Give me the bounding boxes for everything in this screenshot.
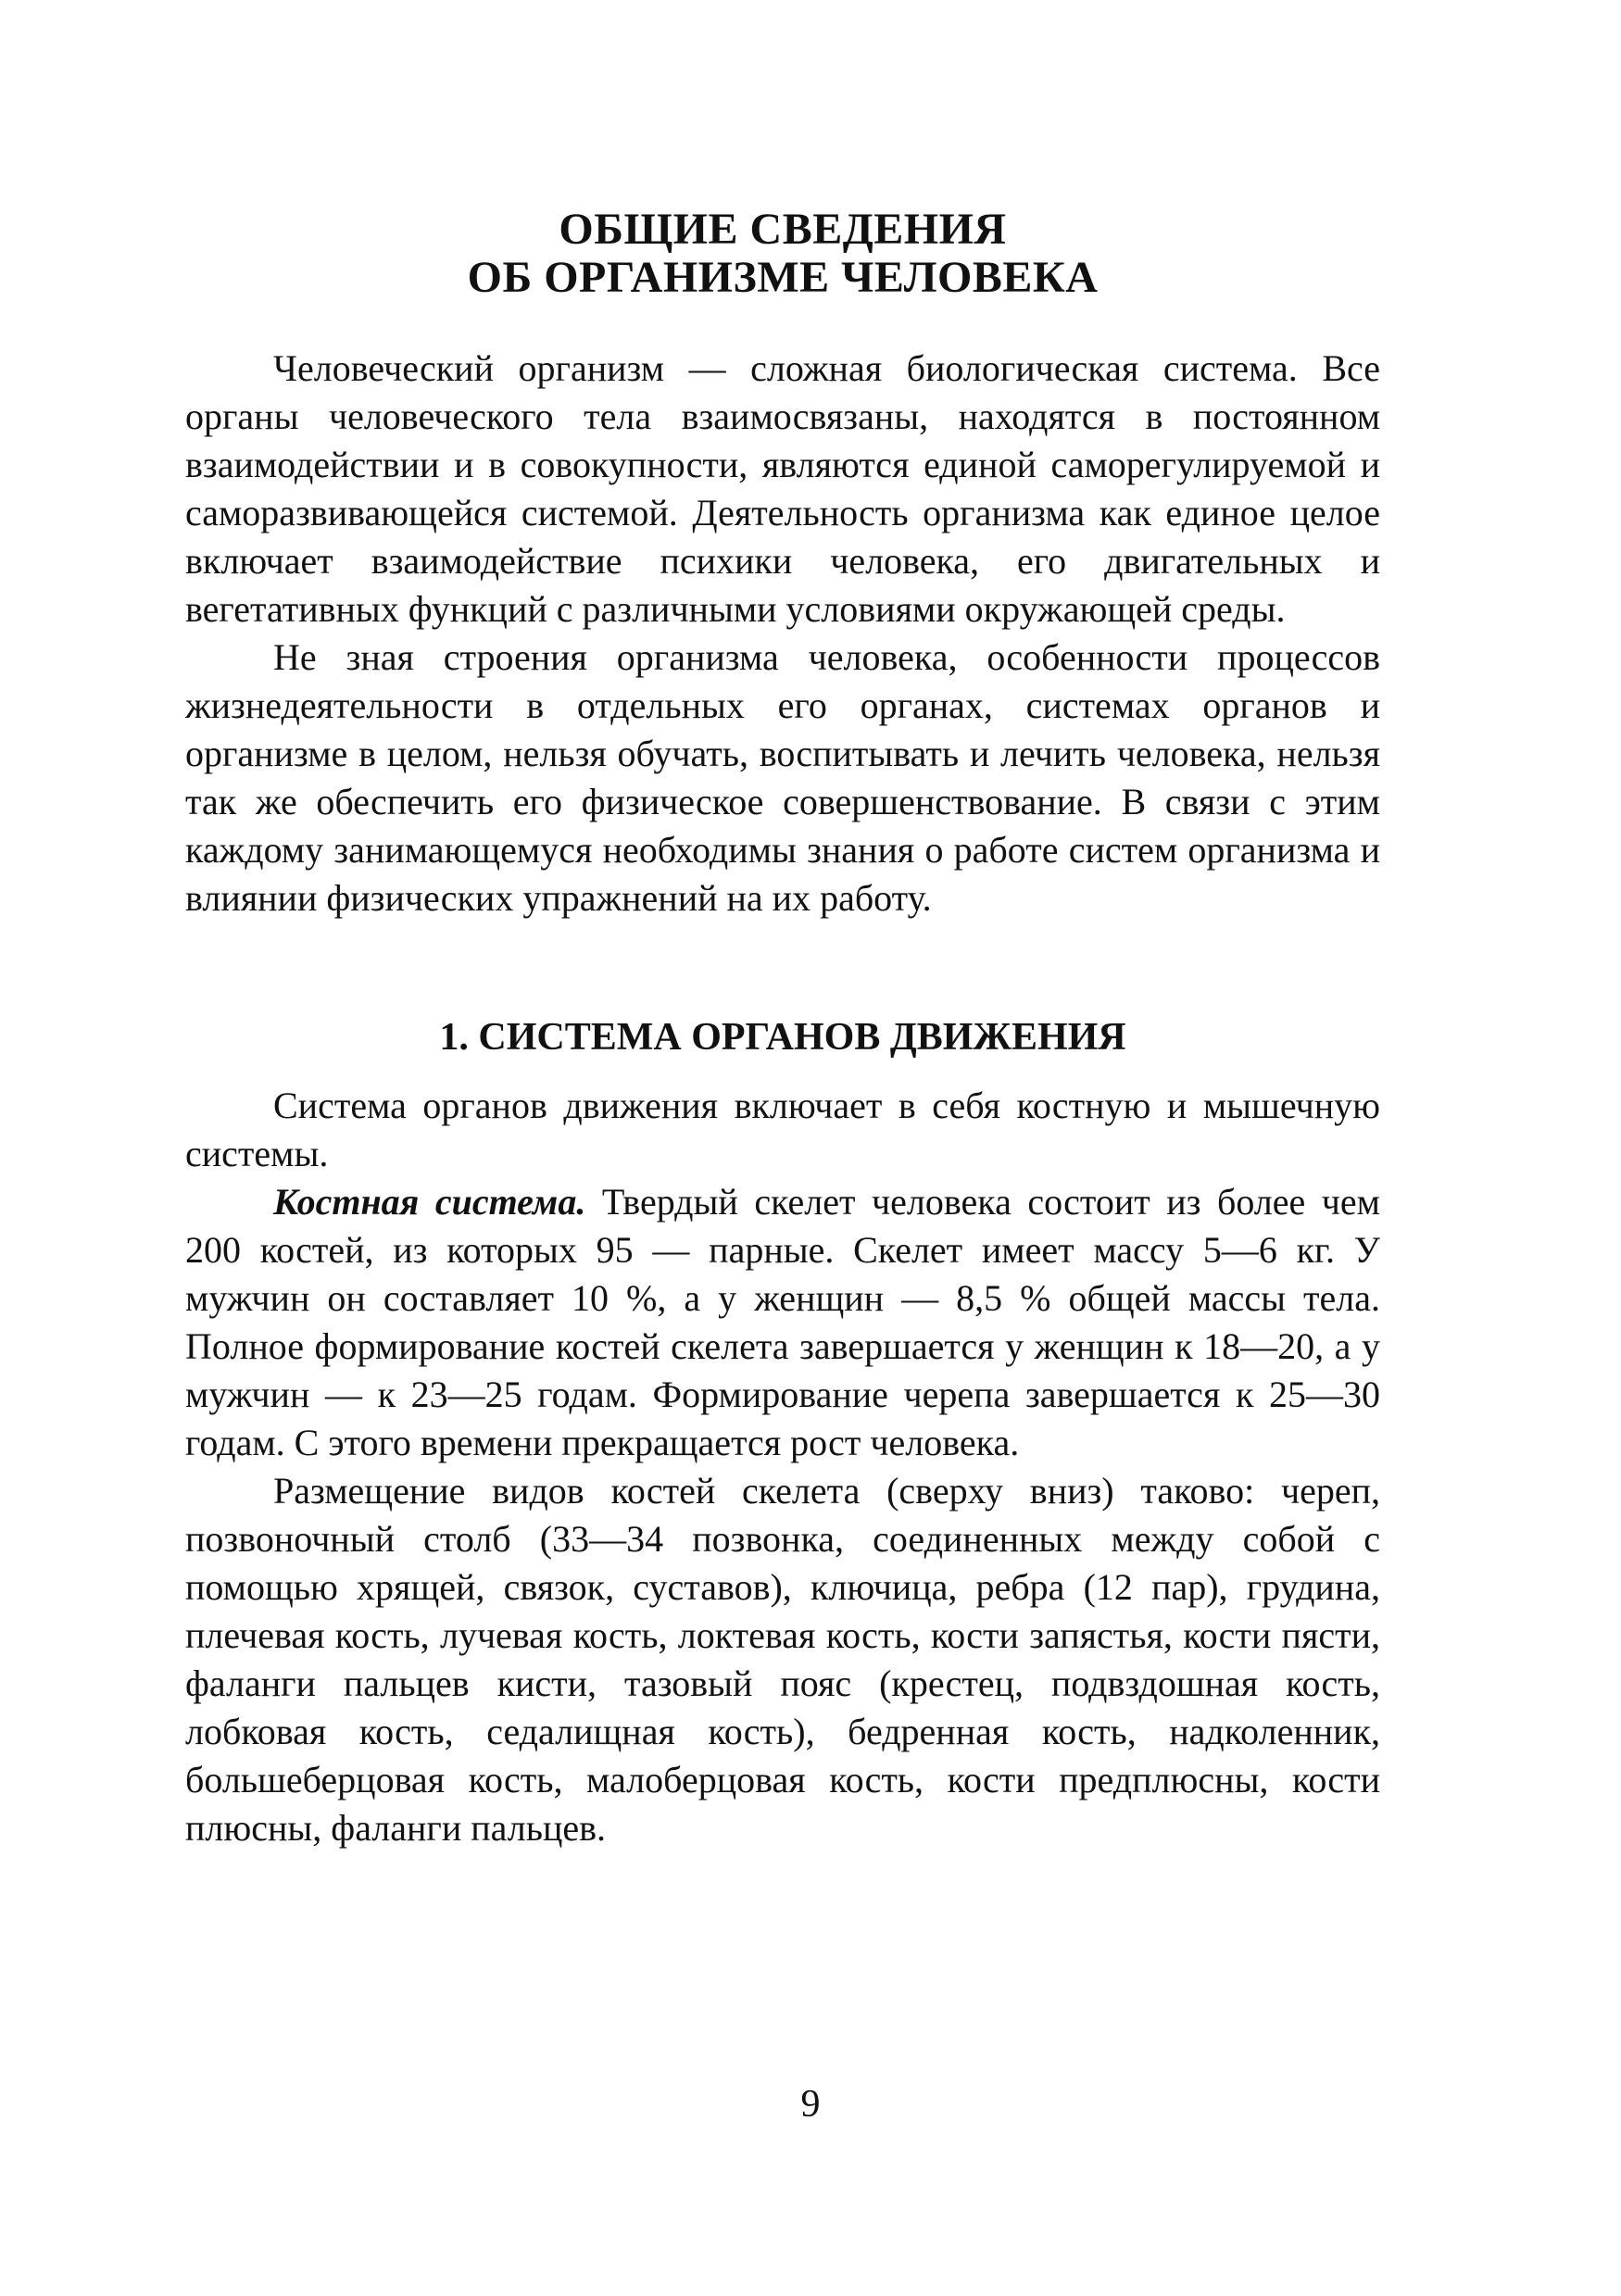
intro-paragraph-2: Не зная строения организма человека, особенности процессов жизнедеятельности в отдельных его органах, системах органов и организме в целом, нельзя обучать, воспитывать и лечить человека, нельзя так же обеспечить его физическое совершенствование. В связи с этим каждому занимающемуся необходимы знания о работе систем организма и влиянии физических упражнений на их работу.: [185, 636, 1380, 919]
section-title: 1. СИСТЕМА ОРГАНОВ ДВИЖЕНИЯ: [439, 1016, 1126, 1059]
intro-paragraph-1: Человеческий организм — сложная биологическая система. Все органы человеческого тела взаимосвязаны, находятся в постоянном взаимодействии и в совокупности, являются единой саморегулируемой и саморазвивающейся системой. Деятельность организма как единое целое включает взаимодействие психики человека, его двигательных и вегетативных функций с различными условиями окружающей среды.: [185, 347, 1380, 630]
paragraph-lead-in: Костная система.: [273, 1181, 586, 1223]
section-paragraph-2: [185, 1178, 1380, 1467]
section-paragraph-3: Размещение видов костей скелета (сверху вниз) таково: череп, позвоночный столб (33—34 позвонка, соединенных между собой с помощью хрящей, связок, суставов), ключица, ребра (12 пар), грудина, плечевая кость, лучевая кость, локтевая кость, кости запястья, кости пясти, фаланги пальцев кисти, тазовый пояс (крестец, подвздошная кость, лобковая кость, седалищная кость), бедренная кость, надколенник, большеберцовая кость, малоберцовая кость, кости предплюсны, кости плюсны, фаланги пальцев.: [185, 1470, 1380, 1849]
chapter-title-line-2: ОБ ОРГАНИЗМЕ ЧЕЛОВЕКА: [467, 253, 1099, 302]
chapter-title-line-1: ОБЩИЕ СВЕДЕНИЯ: [559, 205, 1007, 254]
section-text: [185, 1082, 1380, 1852]
page-number: 9: [800, 2083, 821, 2126]
chapter-title: [185, 206, 1380, 302]
paragraph-body: Твердый скелет человека состоит из более чем 200 костей, из которых 95 — парные. Скелет имеет массу 5—6 кг. У мужчин он составляет 10 %, а у женщин — 8,5 % общей массы тела. Полное формирование костей скелета завершается у женщин к 18—20, а у мужчин — к 23—25 годам. Формирование черепа завершается к 25—30 годам. С этого времени прекращается рост человека.: [185, 1181, 1380, 1463]
section-paragraph-1: Система органов движения включает в себя костную и мышечную системы.: [185, 1085, 1380, 1174]
intro-text: [185, 345, 1380, 922]
